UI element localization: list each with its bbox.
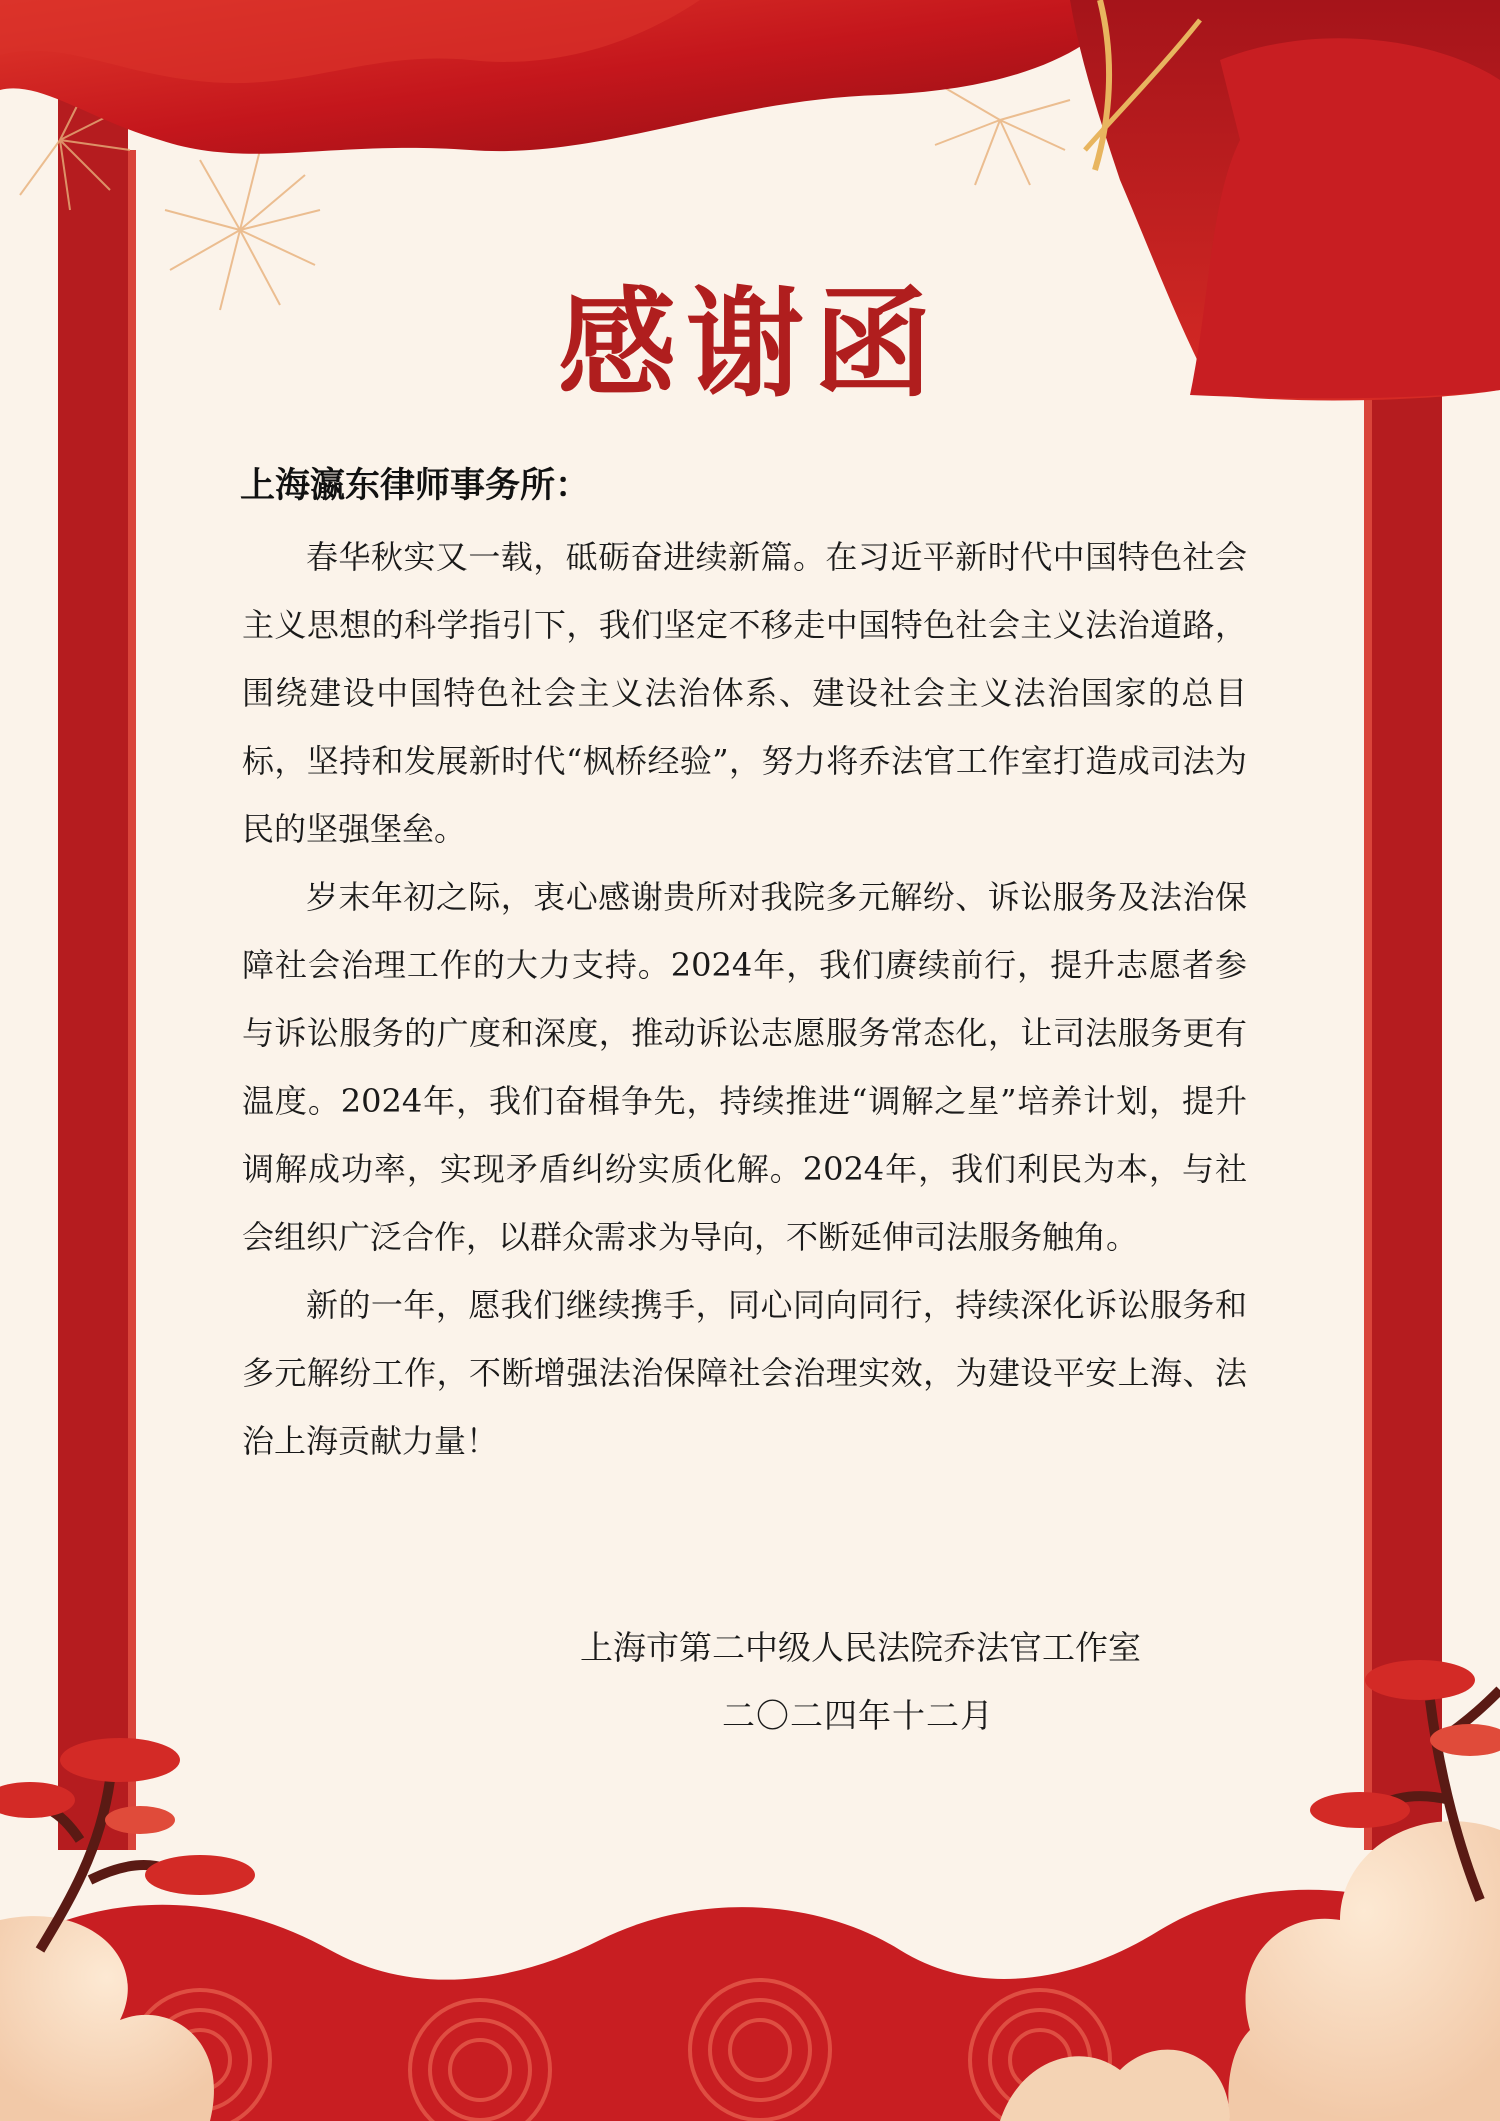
salutation: 上海瀛东律师事务所： <box>240 465 591 506</box>
paragraph-2: 岁末年初之际，衷心感谢贵所对我院多元解纷、诉讼服务及法治保障社会治理工作的大力支持。2024年，我们赓续前行，提升志愿者参与诉讼服务的广度和深度，推动诉讼志愿服务常态化，让司法服务更有温度。2024年，我们奋楫争先，持续推进“调解之星”培养计划，提升调解成功率，实现矛盾纠纷实质化解。2024年，我们利民为本，与社会组织广泛合作，以群众需求为导向，不断延伸司法服务触角。 <box>242 878 1247 1256</box>
letter-body <box>242 523 1247 1475</box>
paragraph-1: 春华秋实又一载，砥砺奋进续新篇。在习近平新时代中国特色社会主义思想的科学指引下，我们坚定不移走中国特色社会主义法治道路，围绕建设中国特色社会主义法治体系、建设社会主义法治国家的总目标，坚持和发展新时代“枫桥经验”，努力将乔法官工作室打造成司法为民的坚强堡垒。 <box>242 538 1247 848</box>
letter-title: 感谢函 <box>557 274 942 413</box>
paragraph-3: 新的一年，愿我们继续携手，同心同向同行，持续深化诉讼服务和多元解纷工作，不断增强法治保障社会治理实效，为建设平安上海、法治上海贡献力量！ <box>242 1286 1247 1460</box>
signature-date: 二〇二四年十二月 <box>722 1696 994 1735</box>
signature-organization: 上海市第二中级人民法院乔法官工作室 <box>580 1628 1141 1667</box>
